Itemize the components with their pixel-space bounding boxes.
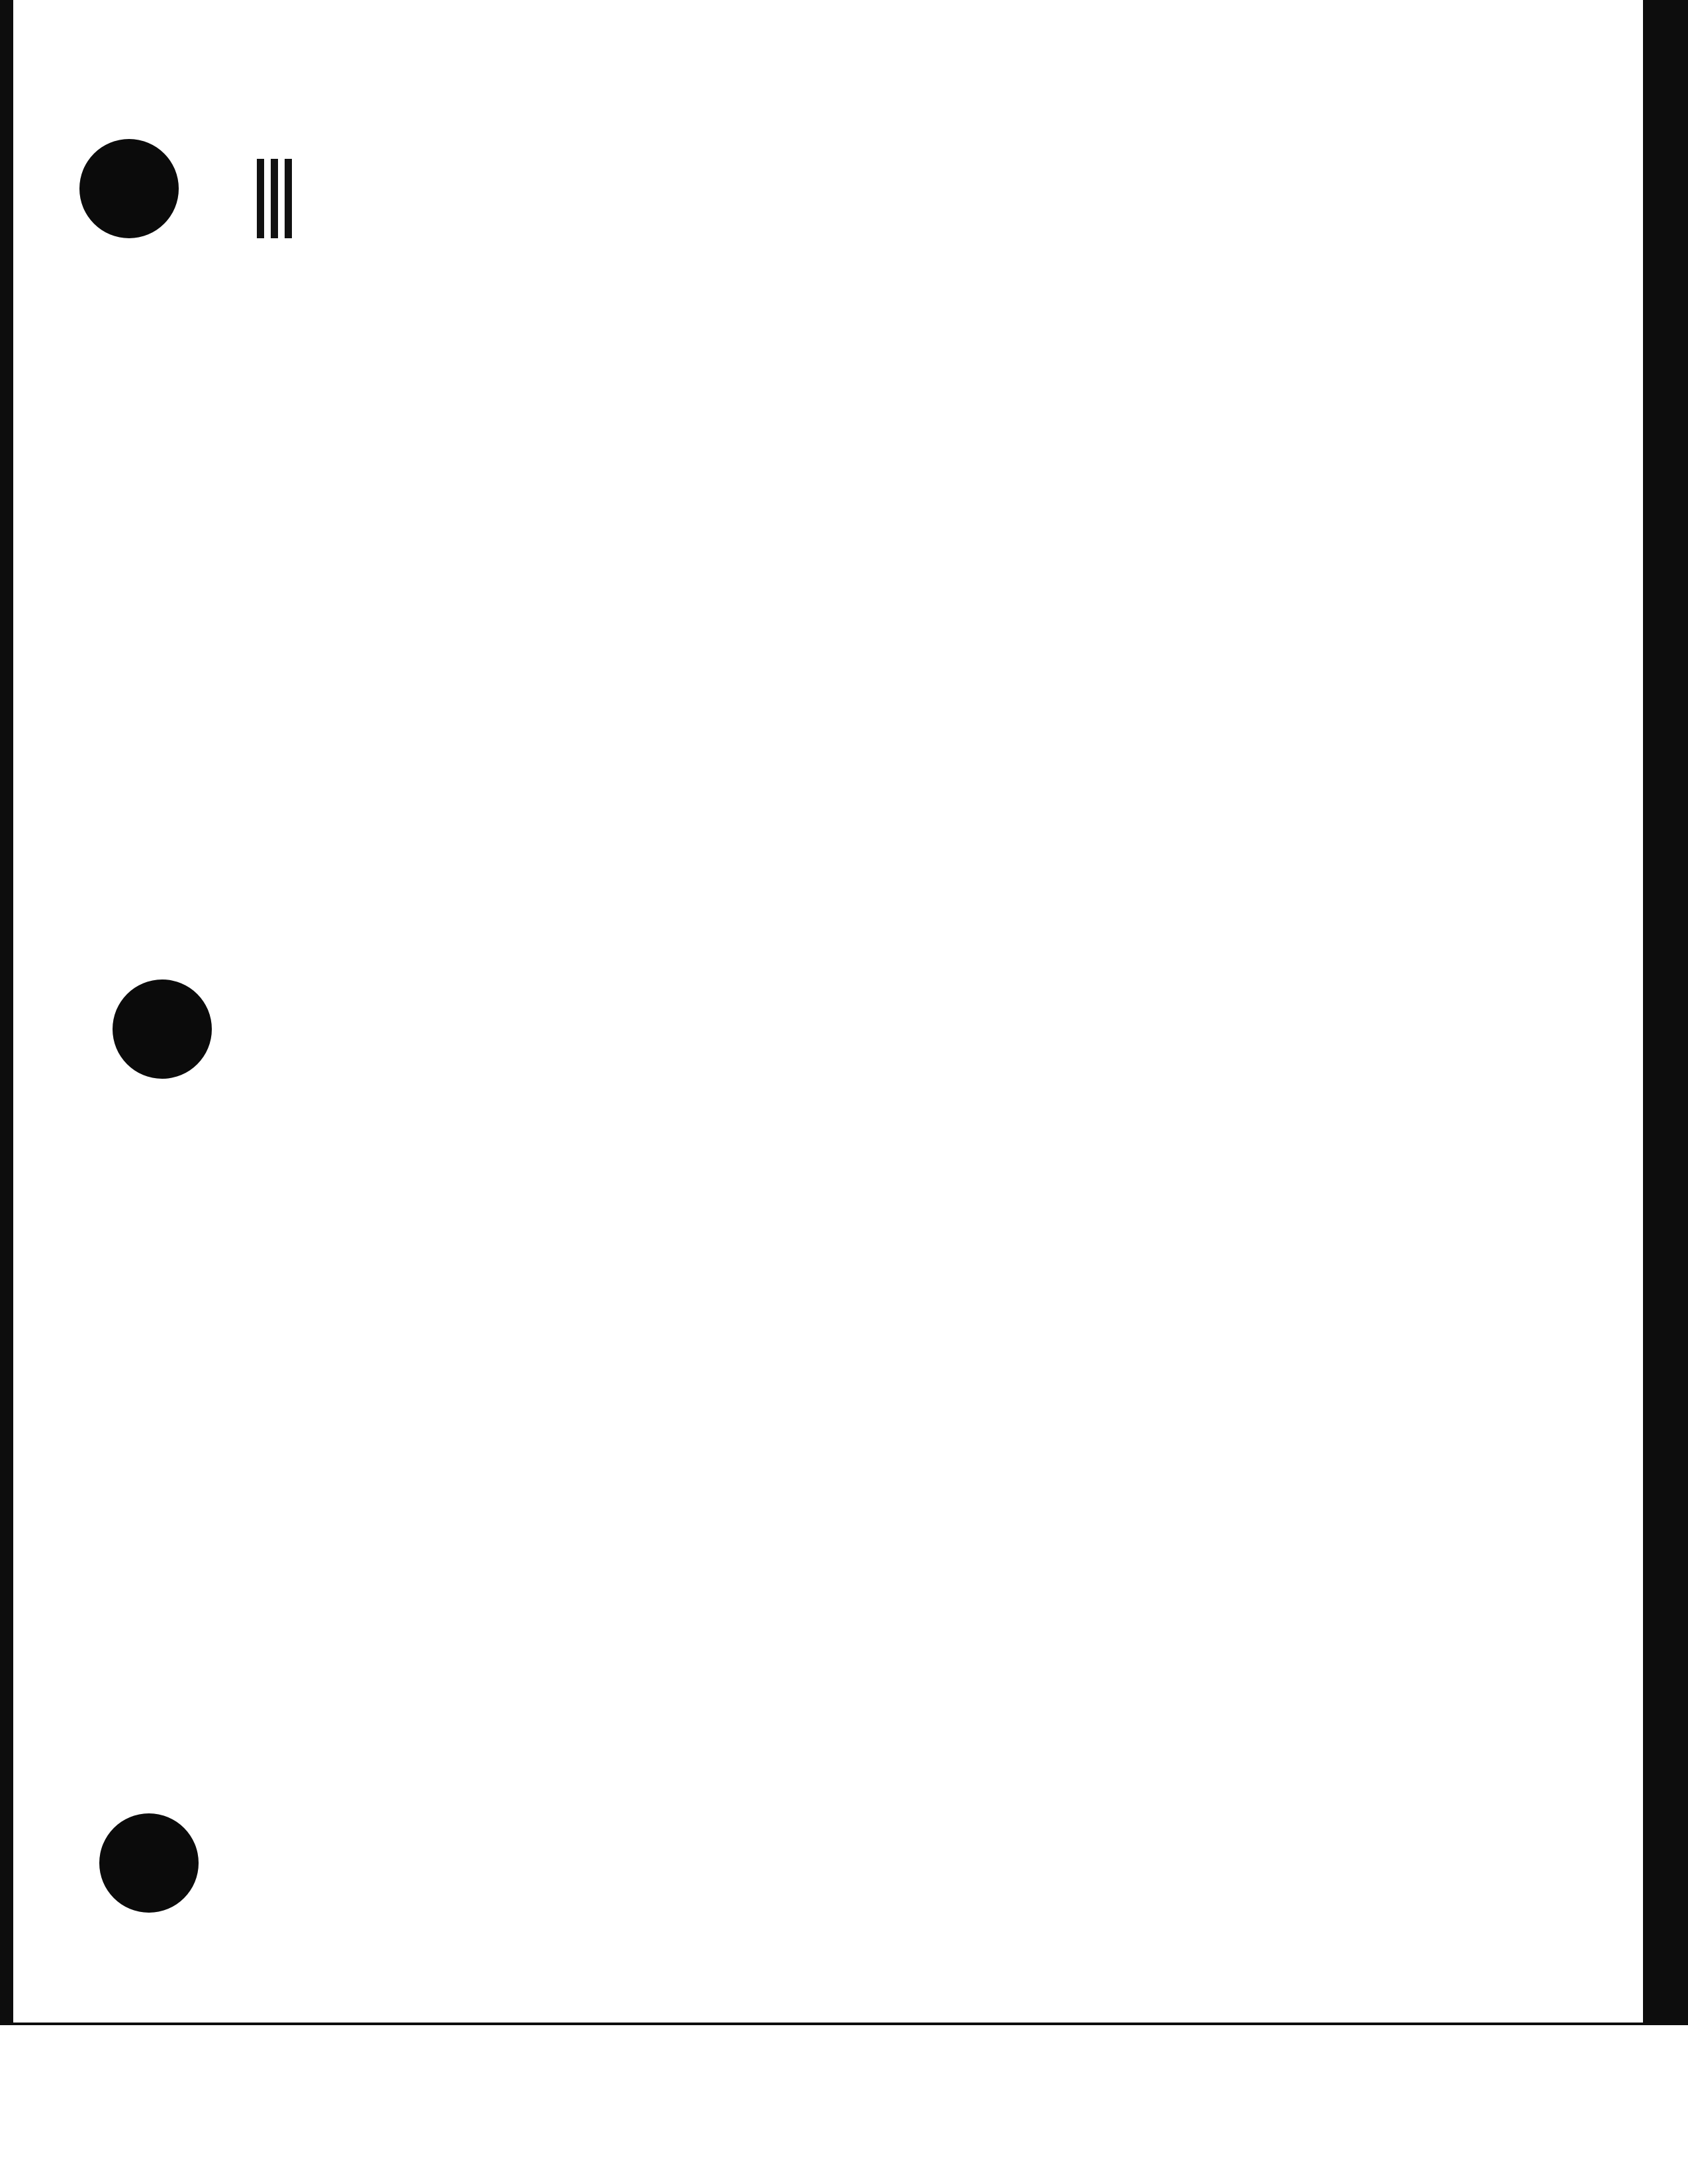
scan-edge-right: [1643, 0, 1688, 2025]
barcode-marker: [257, 159, 299, 238]
page-header-title: [258, 233, 270, 252]
intro-line: [0, 368, 20, 389]
scan-edge-bottom: [0, 2023, 1688, 2025]
section-title-line: [0, 324, 20, 345]
users-page-info: [1165, 278, 1225, 297]
punch-hole-top: [79, 139, 179, 238]
scan-edge-left: [0, 0, 13, 2025]
page-header-meta: [1112, 233, 1176, 252]
punch-hole-bottom: [99, 1813, 199, 1913]
log-section: [258, 282, 339, 301]
punch-hole-middle: [113, 979, 212, 1079]
inverse-note-line: [0, 549, 20, 570]
